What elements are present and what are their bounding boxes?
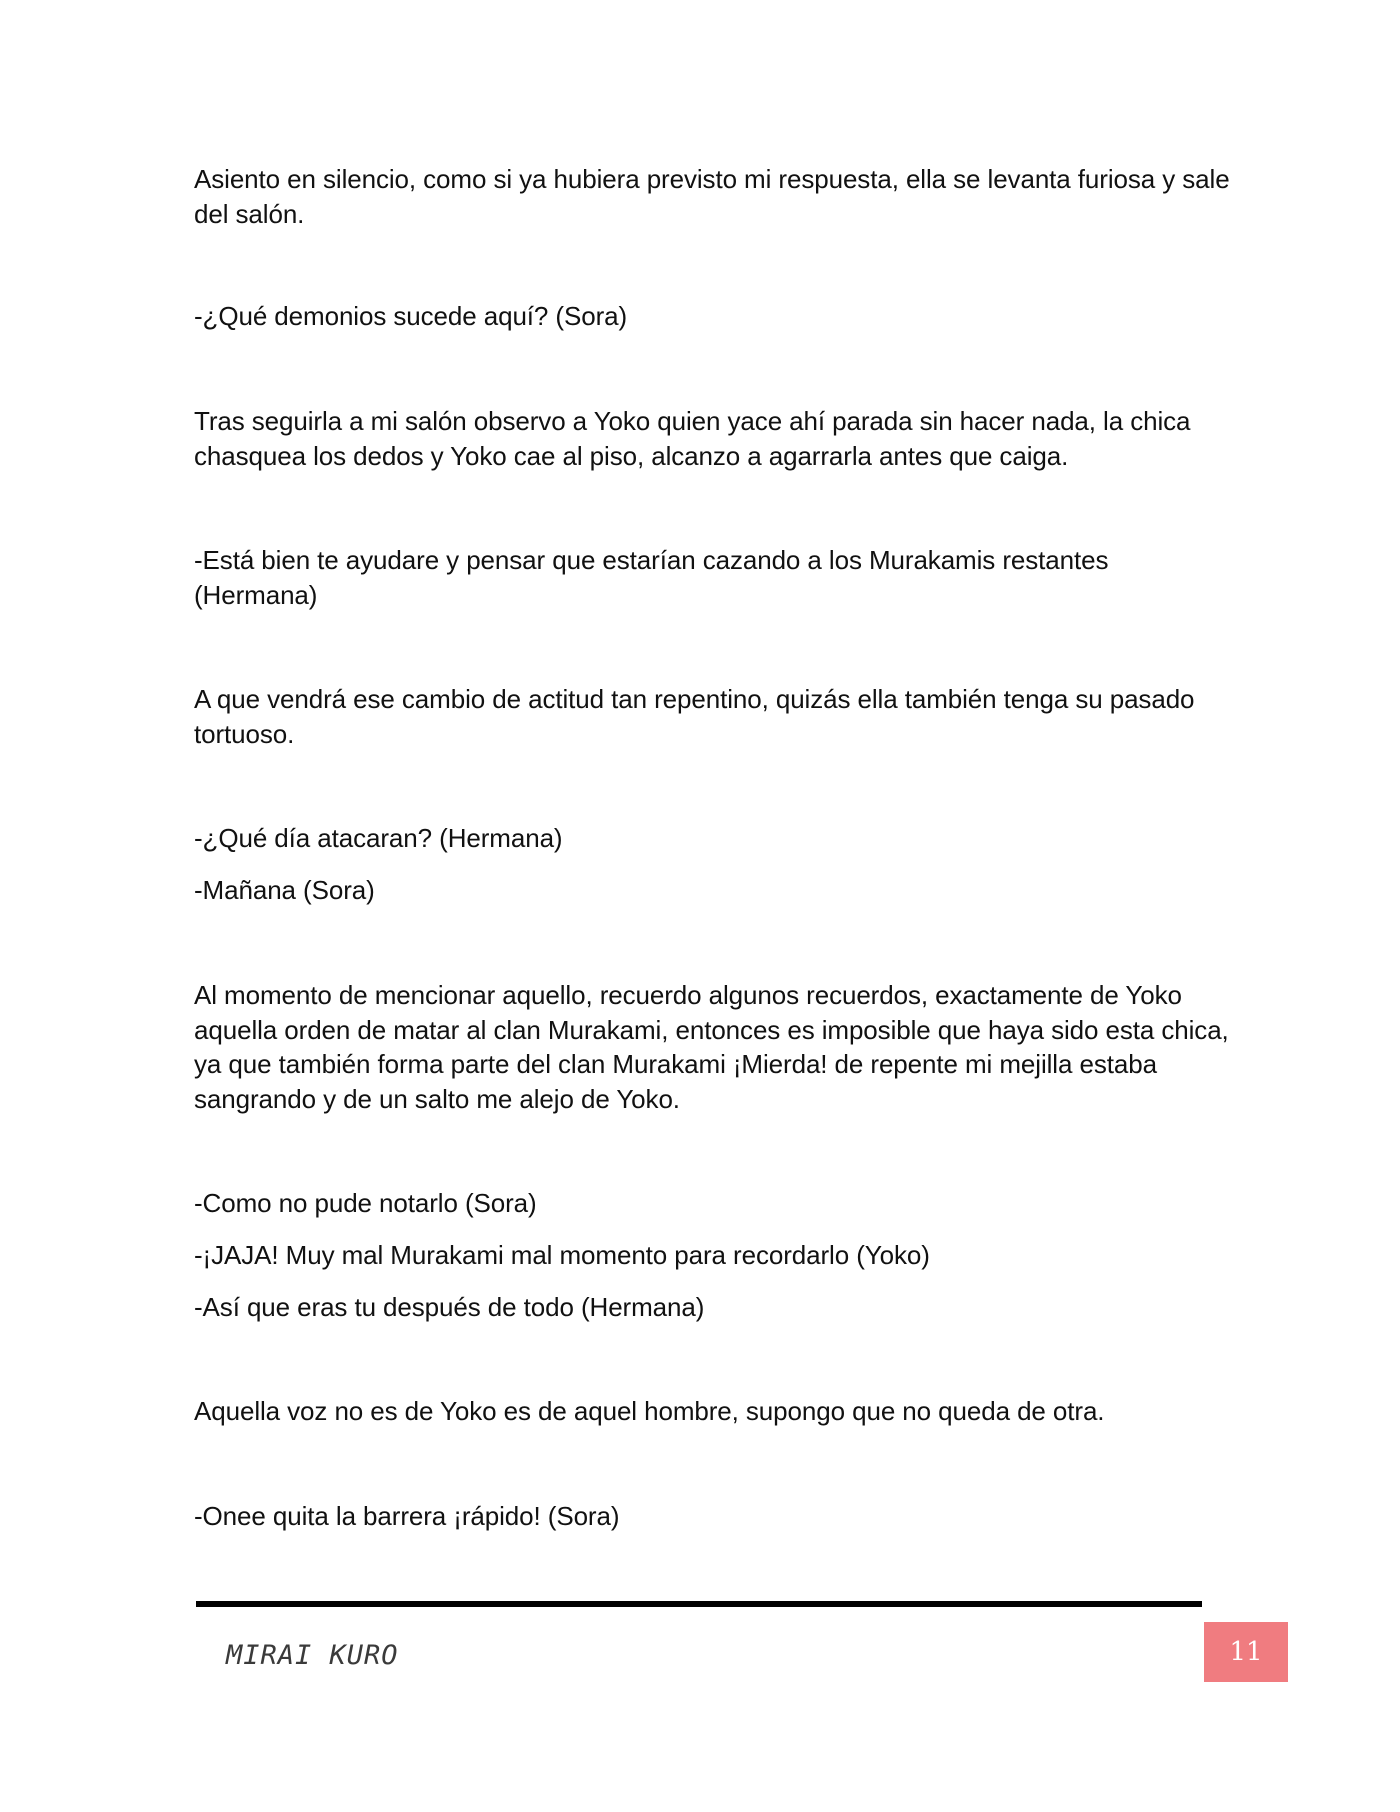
dialogue-line-7: -Así que eras tu después de todo (Hermana)	[194, 1292, 705, 1322]
dialogue-line-4: -Mañana (Sora)	[194, 875, 375, 905]
paragraph-5: Aquella voz no es de Yoko es de aquel hombre, supongo que no queda de otra.	[194, 1396, 1105, 1426]
dialogue-line-6: -¡JAJA! Muy mal Murakami mal momento para recordarlo (Yoko)	[194, 1240, 930, 1270]
page-number: 11	[1229, 1637, 1263, 1667]
dialogue-line-8: -Onee quita la barrera ¡rápido! (Sora)	[194, 1501, 620, 1531]
footer-divider	[196, 1601, 1202, 1607]
page-number-badge	[1204, 1622, 1288, 1682]
paragraph-1: Asiento en silencio, como si ya hubiera previsto mi respuesta, ella se levanta furiosa y sale del salón.	[194, 164, 1230, 229]
dialogue-line-2: -Está bien te ayudare y pensar que estarían cazando a los Murakamis restantes (Hermana)	[194, 545, 1109, 610]
dialogue-line-1: -¿Qué demonios sucede aquí? (Sora)	[194, 301, 628, 331]
paragraph-3: A que vendrá ese cambio de actitud tan repentino, quizás ella también tenga su pasado tortuoso.	[194, 684, 1195, 749]
paragraph-2: Tras seguirla a mi salón observo a Yoko quien yace ahí parada sin hacer nada, la chica chasquea los dedos y Yoko cae al piso, alcanzo a agarrarla antes que caiga.	[194, 406, 1191, 471]
dialogue-line-5: -Como no pude notarlo (Sora)	[194, 1188, 537, 1218]
footer-author: MIRAI KURO	[226, 1640, 399, 1671]
dialogue-line-3: -¿Qué día atacaran? (Hermana)	[194, 823, 563, 853]
paragraph-4: Al momento de mencionar aquello, recuerdo algunos recuerdos, exactamente de Yoko aquella orden de matar al clan Murakami, entonces es imposible que haya sido esta chica, ya que también forma parte del clan Murakami ¡Mierda! de repente mi mejilla estaba sangrando y de un salto me alejo de Yoko.	[194, 980, 1229, 1114]
